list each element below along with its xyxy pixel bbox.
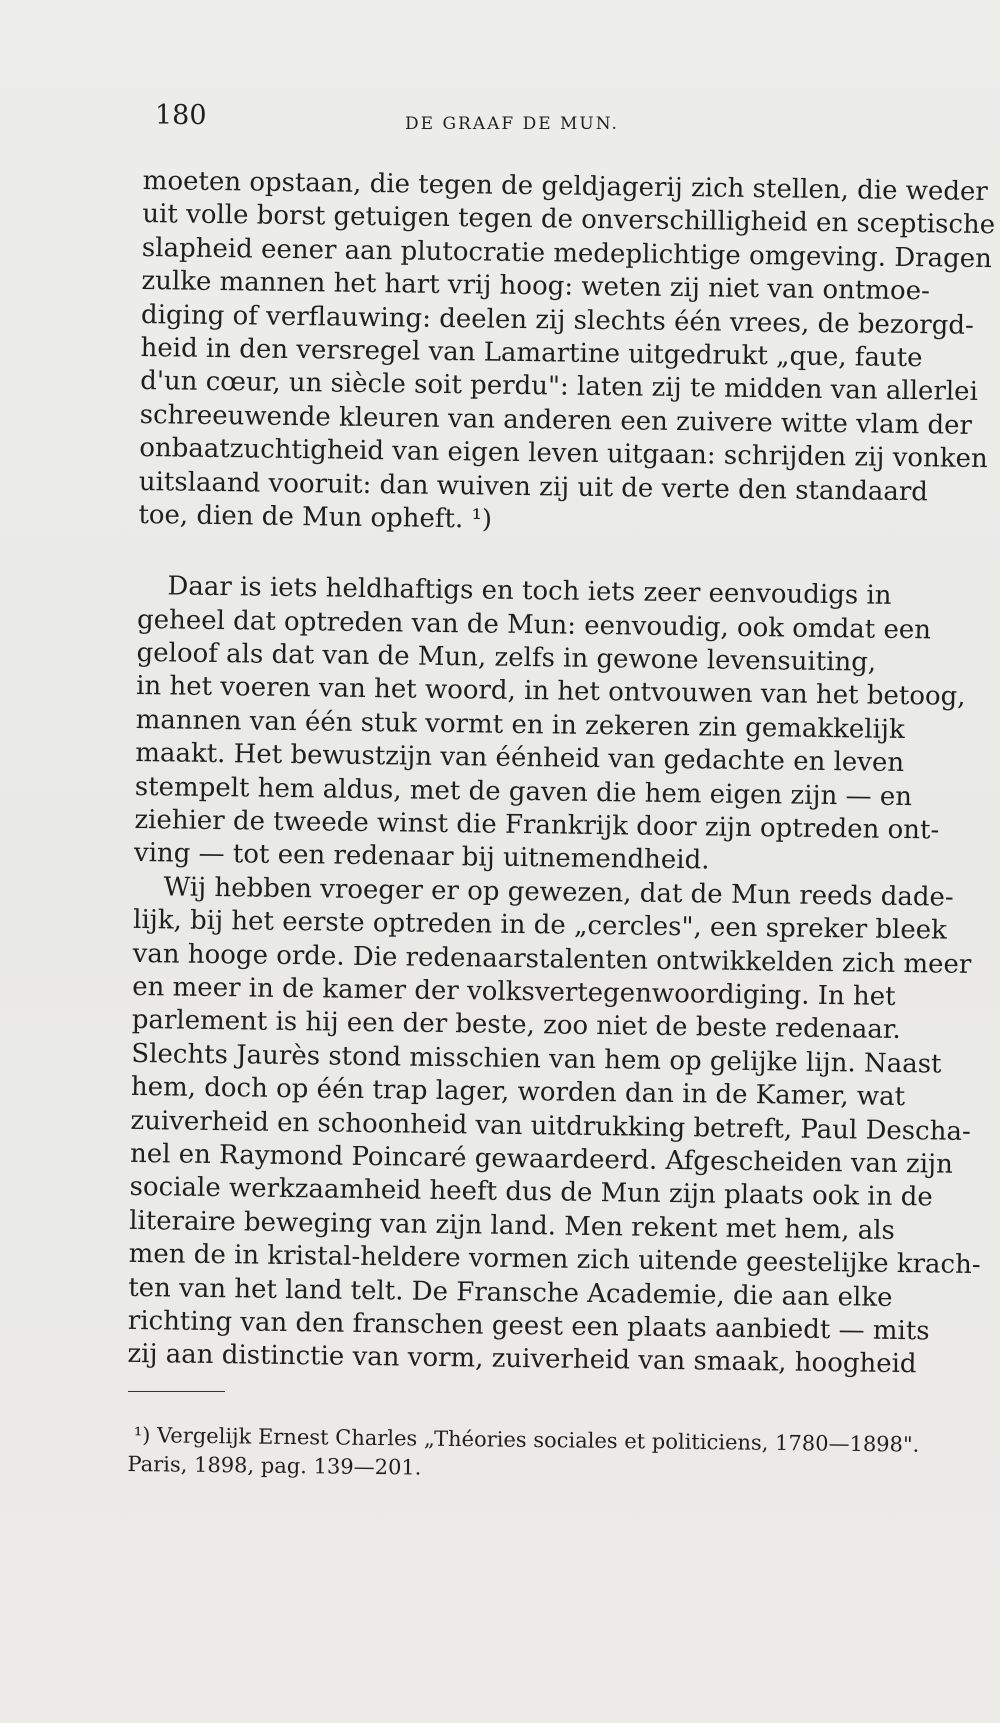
- text-line: sociale werkzaamheid heeft dus de Mun zijn plaats ook in de: [129, 1172, 933, 1213]
- text-line: maakt. Het bewustzijn van éénheid van gedachte en leven: [135, 738, 905, 779]
- text-line: geheel dat optreden van de Mun: eenvoudig, ook omdat een: [136, 604, 932, 646]
- paragraph-1: [138, 165, 996, 542]
- text-line: lijk, bij het eerste optreden in de „cercles", een spreker bleek: [132, 905, 948, 946]
- text-line: d'un cœur, un siècle soit perdu": laten zij te midden van allerlei: [139, 366, 979, 408]
- text-line: zij aan distinctie van vorm, zuiverheid van smaak, hoogheid: [127, 1339, 917, 1380]
- text-line: toe, dien de Mun opheft. ¹): [138, 499, 493, 535]
- text-line: uitslaand vooruit: dan wuiven zij uit de verte den standaard: [138, 466, 929, 507]
- text-line: en meer in de kamer der volksvertegenwoordiging. In het: [132, 971, 896, 1012]
- text-line: slapheid eener aan plutocratie medeplichtige omgeving. Dragen: [141, 232, 993, 274]
- paragraph-3: [127, 871, 981, 1381]
- page-number: 180: [155, 100, 207, 131]
- footnote-line: ¹) Vergelijk Ernest Charles „Théories sociales et politiciens, 1780—1898".: [133, 1423, 920, 1457]
- footnotes: [127, 1421, 920, 1488]
- text-line: diging of verflauwing: deelen zij slechts één vrees, de bezorgd-: [140, 299, 974, 341]
- text-line: men de in kristal-heldere vormen zich uitende geestelijke krach-: [128, 1239, 981, 1281]
- text-line: richting van den franschen geest een plaats aanbiedt — mits: [127, 1305, 930, 1347]
- text-line: ten van het land telt. De Fransche Academie, die aan elke: [128, 1272, 893, 1313]
- text-line: geloof als dat van de Mun, zelfs in gewone levensuiting,: [136, 638, 877, 678]
- text-line: in het voeren van het woord, in het ontvouwen van het betoog,: [135, 671, 966, 713]
- footnote-divider: [128, 1391, 225, 1392]
- text-line: Wij hebben vroeger er op gewezen, dat de Mun reeds dade-: [163, 872, 954, 913]
- text-line: literaire beweging van zijn land. Men rekent met hem, als: [128, 1205, 896, 1246]
- text-line: moeten opstaan, die tegen de geldjagerij zich stellen, die weder: [142, 165, 989, 208]
- body-text: [127, 165, 996, 1381]
- text-line: hem, doch op één trap lager, worden dan in de Kamer, wat: [130, 1072, 906, 1113]
- text-line: stempelt hem aldus, met de gaven die hem eigen zijn — en: [134, 771, 913, 812]
- text-line: uit volle borst getuigen tegen de onverschilligheid en sceptische: [142, 199, 996, 241]
- text-line: schreeuwende kleuren van anderen een zuivere witte vlam der: [139, 399, 973, 441]
- text-line: Slechts Jaurès stond misschien van hem op gelijke lijn. Naast: [131, 1038, 942, 1080]
- text-line: Daar is iets heldhaftigs en toch iets zeer eenvoudigs in: [167, 571, 892, 612]
- running-head: DE GRAAF DE MUN.: [405, 114, 619, 134]
- text-line: zulke mannen het hart vrij hoog: weten zij niet van ontmoe-: [141, 266, 931, 307]
- text-line: zuiverheid en schoonheid van uitdrukking betreft, Paul Descha-: [130, 1105, 971, 1147]
- page-header: [155, 100, 875, 140]
- text-line: mannen van één stuk vormt en in zekeren zin gemakkelijk: [135, 704, 905, 745]
- text-line: ving — tot een redenaar bij uitnemendheid.: [133, 838, 710, 876]
- text-line: van hooge orde. Die redenaarstalenten ontwikkelden zich meer: [132, 938, 972, 980]
- footnote-line: Paris, 1898, pag. 139—201.: [127, 1451, 422, 1480]
- text-line: onbaatzuchtigheid van eigen leven uitgaan: schrijden zij vonken: [139, 433, 988, 475]
- text-line: parlement is hij een der beste, zoo niet de beste redenaar.: [131, 1005, 901, 1046]
- paragraph-2: [133, 570, 966, 880]
- text-line: ziehier de tweede winst die Frankrijk door zijn optreden ont-: [134, 804, 940, 846]
- text-line: nel en Raymond Poincaré gewaardeerd. Afgescheiden van zijn: [129, 1138, 954, 1180]
- text-line: heid in den versregel van Lamartine uitgedrukt „que, faute: [140, 332, 923, 374]
